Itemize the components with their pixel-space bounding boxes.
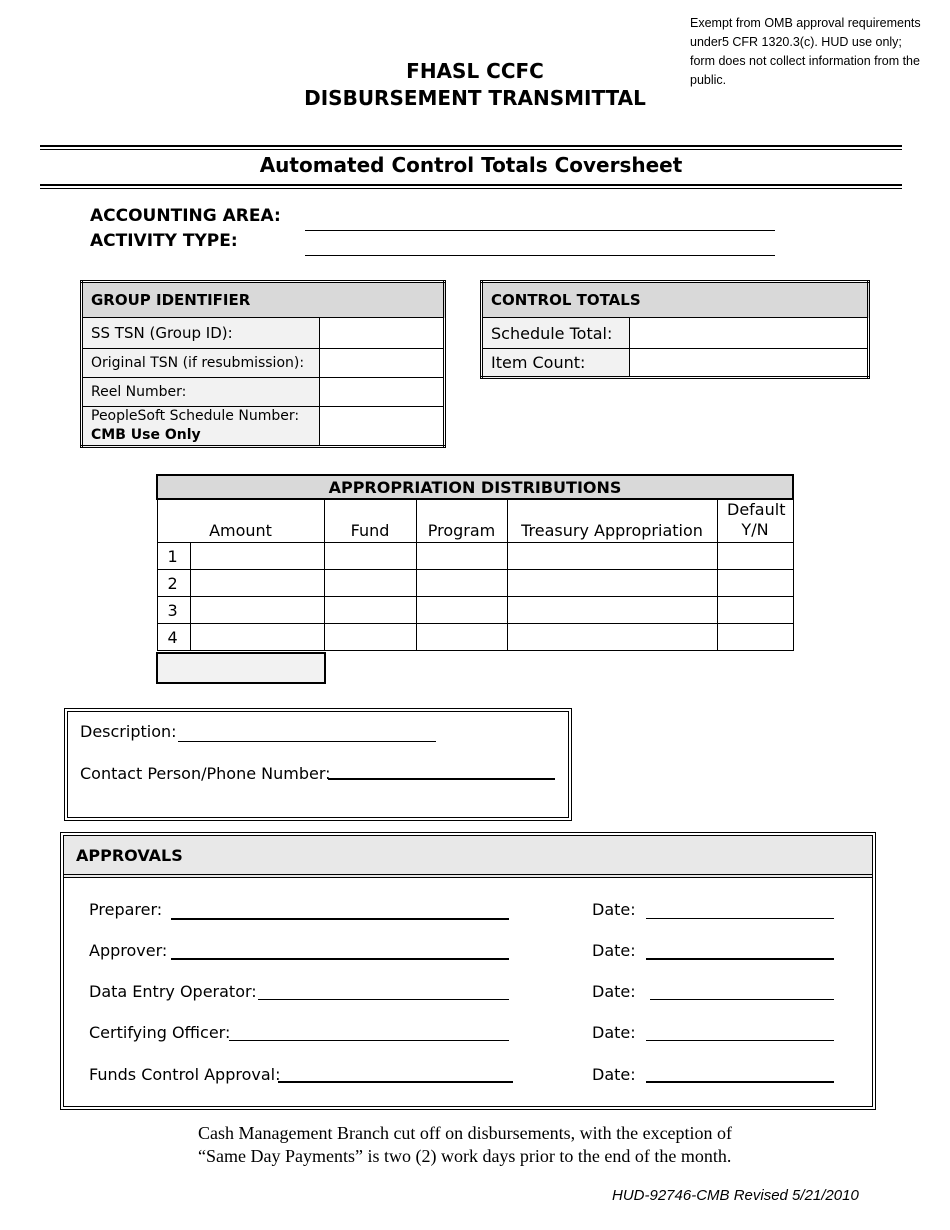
row-number-2: 2 — [157, 570, 190, 597]
original-tsn-field[interactable] — [320, 349, 445, 378]
row-number-4: 4 — [157, 624, 190, 651]
peoplesoft-schedule-label: PeopleSoft Schedule Number: — [91, 408, 300, 424]
funds-control-approval-field[interactable] — [278, 1081, 513, 1083]
approver-date-field[interactable] — [646, 958, 834, 960]
col-fund: Fund — [324, 499, 416, 543]
treasury-cell-2[interactable] — [507, 570, 717, 597]
divider-top — [40, 145, 902, 150]
program-cell-2[interactable] — [416, 570, 507, 597]
contact-label: Contact Person/Phone Number: — [80, 764, 331, 783]
col-program: Program — [416, 499, 507, 543]
certifying-officer-label: Certifying Officer: — [89, 1023, 231, 1042]
treasury-cell-4[interactable] — [507, 624, 717, 651]
group-id-label: SS TSN (Group ID): — [82, 318, 320, 349]
approver-field[interactable] — [171, 958, 509, 960]
control-totals-table — [480, 280, 870, 379]
amount-cell-1[interactable] — [190, 543, 324, 570]
funds-control-approval-label: Funds Control Approval: — [89, 1065, 281, 1084]
group-id-field[interactable] — [320, 318, 445, 349]
accounting-area-label: ACCOUNTING AREA: — [90, 206, 281, 226]
certifying-date-field[interactable] — [646, 1040, 834, 1041]
item-count-field[interactable] — [630, 349, 869, 378]
cutoff-note — [198, 1122, 732, 1168]
default-cell-1[interactable] — [717, 543, 793, 570]
data-entry-operator-field[interactable] — [258, 999, 509, 1000]
certifying-date-label: Date: — [592, 1023, 636, 1042]
default-cell-4[interactable] — [717, 624, 793, 651]
data-entry-date-label: Date: — [592, 982, 636, 1001]
approver-label: Approver: — [89, 941, 168, 960]
peoplesoft-schedule-field[interactable] — [320, 407, 445, 447]
preparer-date-field[interactable] — [646, 918, 834, 919]
row-number-1: 1 — [157, 543, 190, 570]
description-field[interactable] — [178, 741, 436, 742]
form-title — [250, 58, 700, 112]
approvals-header — [64, 836, 872, 878]
reel-number-label: Reel Number: — [82, 378, 320, 407]
fund-cell-2[interactable] — [324, 570, 416, 597]
approvals-heading: APPROVALS — [76, 846, 183, 865]
col-treasury-appropriation: Treasury Appropriation — [507, 499, 717, 543]
col-default — [717, 499, 793, 543]
appropriation-table — [156, 474, 794, 651]
amount-cell-2[interactable] — [190, 570, 324, 597]
original-tsn-label: Original TSN (if resubmission): — [82, 349, 320, 378]
cmb-use-only-label: CMB Use Only — [91, 427, 201, 443]
omb-exempt-notice: Exempt from OMB approval requirements under5 CFR 1320.3(c). HUD use only; form does not collect information from the public. — [690, 16, 921, 87]
amount-cell-4[interactable] — [190, 624, 324, 651]
data-entry-date-field[interactable] — [650, 999, 834, 1000]
preparer-field[interactable] — [171, 918, 509, 920]
amount-total-field[interactable] — [156, 652, 326, 684]
program-cell-1[interactable] — [416, 543, 507, 570]
preparer-label: Preparer: — [89, 900, 163, 919]
preparer-date-label: Date: — [592, 900, 636, 919]
default-cell-3[interactable] — [717, 597, 793, 624]
data-entry-operator-label: Data Entry Operator: — [89, 982, 257, 1001]
item-count-label: Item Count: — [482, 349, 630, 378]
fund-cell-3[interactable] — [324, 597, 416, 624]
approver-date-label: Date: — [592, 941, 636, 960]
col-amount: Amount — [157, 499, 324, 543]
funds-control-date-field[interactable] — [646, 1081, 834, 1083]
fund-cell-4[interactable] — [324, 624, 416, 651]
appropriation-heading: APPROPRIATION DISTRIBUTIONS — [157, 475, 793, 499]
approvals-section — [60, 832, 876, 1110]
cutoff-note-line1: Cash Management Branch cut off on disbursements, with the exception of — [198, 1123, 733, 1143]
program-cell-3[interactable] — [416, 597, 507, 624]
default-cell-2[interactable] — [717, 570, 793, 597]
col-default-label: Default Y/N — [727, 500, 786, 539]
cutoff-note-line2: “Same Day Payments” is two (2) work days prior to the end of the month. — [198, 1146, 732, 1166]
control-totals-heading: CONTROL TOTALS — [482, 282, 869, 318]
schedule-total-label: Schedule Total: — [482, 318, 630, 349]
form-title-line2: DISBURSEMENT TRANSMITTAL — [304, 86, 646, 110]
group-identifier-heading: GROUP IDENTIFIER — [82, 282, 445, 318]
amount-cell-3[interactable] — [190, 597, 324, 624]
fund-cell-1[interactable] — [324, 543, 416, 570]
reel-number-field[interactable] — [320, 378, 445, 407]
accounting-area-field[interactable] — [305, 230, 775, 231]
divider-bottom — [40, 184, 902, 189]
activity-type-field[interactable] — [305, 255, 775, 256]
row-number-3: 3 — [157, 597, 190, 624]
contact-field[interactable] — [328, 778, 555, 780]
activity-type-label: ACTIVITY TYPE: — [90, 231, 238, 251]
schedule-total-field[interactable] — [630, 318, 869, 349]
group-identifier-table — [80, 280, 446, 448]
certifying-officer-field[interactable] — [229, 1040, 509, 1041]
form-title-line1: FHASL CCFC — [406, 59, 544, 83]
funds-control-date-label: Date: — [592, 1065, 636, 1084]
treasury-cell-3[interactable] — [507, 597, 717, 624]
description-box — [64, 708, 572, 821]
program-cell-4[interactable] — [416, 624, 507, 651]
peoplesoft-schedule-cell — [82, 407, 320, 447]
form-revision: HUD-92746-CMB Revised 5/21/2010 — [612, 1187, 859, 1204]
description-label: Description: — [80, 722, 177, 741]
treasury-cell-1[interactable] — [507, 543, 717, 570]
page-subtitle: Automated Control Totals Coversheet — [259, 153, 683, 177]
